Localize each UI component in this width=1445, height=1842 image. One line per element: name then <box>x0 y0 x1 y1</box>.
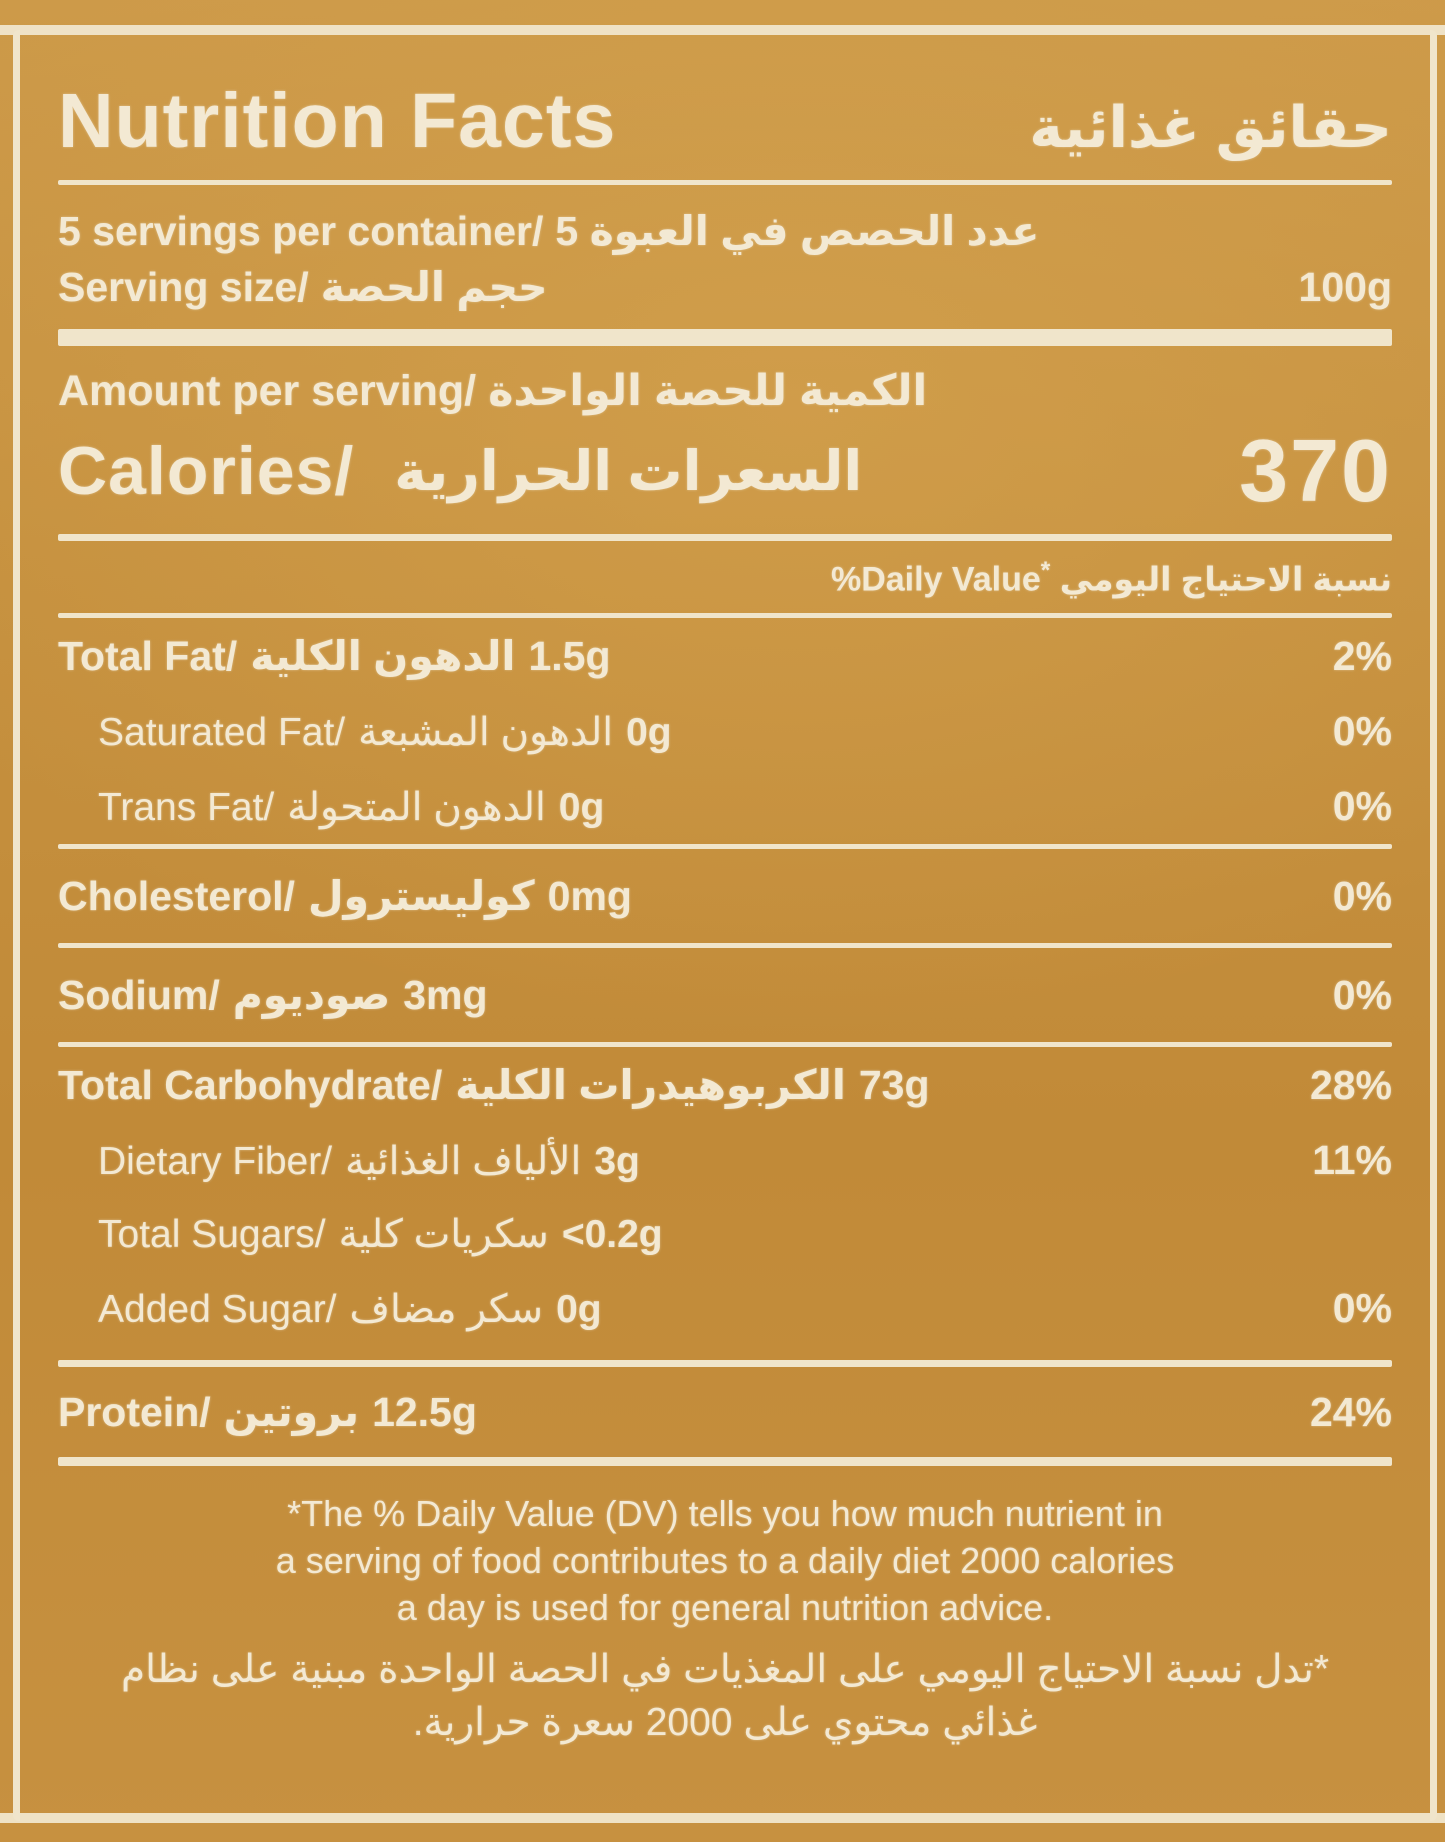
nutrient-row-total-sugars <box>58 1198 1392 1271</box>
nutrient-name-en: Total Carbohydrate/ <box>58 1062 443 1109</box>
nutrient-name-en: Total Sugars/ <box>98 1213 326 1257</box>
nutrient-name-ar: الألياف الغذائية <box>345 1140 582 1184</box>
nutrient-amount: 0g <box>626 711 672 755</box>
daily-value-header-en: %Daily Value <box>830 560 1041 599</box>
serving-size-en: Serving size/ <box>58 264 309 310</box>
nutrient-name-ar: الدهون الكلية <box>250 633 516 680</box>
nutrient-name-en: Dietary Fiber/ <box>98 1140 333 1184</box>
nutrient-daily-value: 0% <box>1332 1285 1392 1332</box>
nutrient-name-ar: الدهون المشبعة <box>358 711 614 755</box>
nutrient-amount: 3g <box>594 1140 640 1184</box>
calories-row <box>58 420 1392 522</box>
nutrient-name-ar: بروتين <box>223 1389 360 1436</box>
nutrient-name-en: Cholesterol/ <box>58 873 295 920</box>
divider-under-calories <box>58 534 1392 541</box>
servings-per-container-row <box>58 207 1392 255</box>
nutrient-name-ar: كوليسترول <box>307 873 535 920</box>
label-frame <box>13 30 1437 1821</box>
nutrient-name-en: Added Sugar/ <box>98 1288 337 1332</box>
nutrient-row-sodium <box>58 948 1392 1042</box>
daily-value-header-ar: نسبة الاحتياج اليومي <box>1059 560 1392 598</box>
nutrient-amount: 1.5g <box>528 633 611 680</box>
divider-under-title <box>58 180 1392 185</box>
nutrient-daily-value: 0% <box>1332 708 1392 755</box>
nutrient-row-total-carbohydrate <box>58 1047 1392 1123</box>
nutrient-amount: 3mg <box>403 972 488 1019</box>
amount-per-serving-row <box>58 366 1392 416</box>
footnote-ar-line1: *تدل نسبة الاحتياج اليومي على المغذيات في الحصة الواحدة مبنية على نظام <box>120 1648 1329 1692</box>
nutrient-daily-value: 0% <box>1332 873 1392 920</box>
title-arabic: حقائق غذائية <box>1029 95 1392 160</box>
nutrient-name-ar: صوديوم <box>232 972 391 1019</box>
footnote-en-line2: a serving of food contributes to a daily diet 2000 calories <box>275 1540 1175 1582</box>
nutrient-amount: 0g <box>556 1288 602 1332</box>
nutrient-name-en: Saturated Fat/ <box>98 711 346 755</box>
nutrient-row-saturated-fat <box>58 694 1392 769</box>
nutrient-name-en: Total Fat/ <box>58 633 238 680</box>
nutrient-daily-value: 0% <box>1332 783 1392 830</box>
nutrient-name-en: Trans Fat/ <box>98 786 275 830</box>
nutrient-name-en: Sodium/ <box>58 972 220 1019</box>
nutrient-name-ar: سكريات كلية <box>338 1213 549 1257</box>
amount-per-serving-en: Amount per serving/ <box>58 367 477 415</box>
nutrient-amount: 12.5g <box>372 1389 477 1436</box>
nutrient-amount: 0g <box>558 786 605 830</box>
calories-label-en: Calories/ <box>58 433 355 509</box>
nutrient-name-ar: سكر مضاف <box>349 1288 544 1332</box>
nutrient-row-protein <box>58 1367 1392 1457</box>
serving-size-row <box>58 263 1392 311</box>
nutrient-row-dietary-fiber <box>58 1123 1392 1198</box>
footnote-ar-line2: غذائي محتوي على 2000 سعرة حرارية. <box>412 1701 1038 1745</box>
nutrient-row-total-fat <box>58 618 1392 694</box>
servings-per-container-en: 5 servings per container/ <box>58 208 544 254</box>
serving-size-value: 100g <box>1298 264 1392 310</box>
divider-after-protein <box>58 1457 1392 1466</box>
serving-size-ar: حجم الحصة <box>320 264 548 310</box>
divider-before-protein <box>58 1360 1392 1367</box>
calories-value: 370 <box>1239 421 1392 520</box>
nutrient-daily-value: 0% <box>1332 972 1392 1019</box>
amount-per-serving-ar: الكمية للحصة الواحدة <box>488 367 928 415</box>
thick-separator-bar <box>58 329 1392 346</box>
nutrient-daily-value: 11% <box>1312 1137 1392 1184</box>
nutrient-name-en: Protein/ <box>58 1389 211 1436</box>
nutrient-amount: 73g <box>858 1062 930 1109</box>
nutrient-row-cholesterol <box>58 849 1392 943</box>
nutrient-daily-value: 2% <box>1332 633 1392 680</box>
nutrient-name-ar: الكربوهيدرات الكلية <box>455 1062 846 1109</box>
title-english: Nutrition Facts <box>58 78 617 165</box>
footnote-arabic <box>58 1643 1392 1749</box>
calories-label-ar: السعرات الحرارية <box>394 440 863 502</box>
nutrient-amount: <0.2g <box>561 1213 663 1257</box>
footnote-en-line1: *The % Daily Value (DV) tells you how much nutrient in <box>287 1493 1163 1535</box>
nutrient-daily-value: 24% <box>1309 1389 1392 1436</box>
nutrient-row-added-sugar <box>58 1271 1392 1346</box>
nutrient-row-trans-fat <box>58 769 1392 844</box>
daily-value-header <box>58 557 1392 599</box>
nutrient-amount: 0mg <box>547 873 632 920</box>
footnote-english <box>58 1490 1392 1631</box>
footnote-en-line3: a day is used for general nutrition advice. <box>396 1587 1054 1629</box>
daily-value-asterisk: * <box>1040 557 1051 584</box>
nutrient-name-ar: الدهون المتحولة <box>287 786 546 830</box>
servings-per-container-ar: عدد الحصص في العبوة 5 <box>555 208 1040 254</box>
nutrient-daily-value: 28% <box>1309 1062 1392 1109</box>
label-header <box>58 30 1392 164</box>
